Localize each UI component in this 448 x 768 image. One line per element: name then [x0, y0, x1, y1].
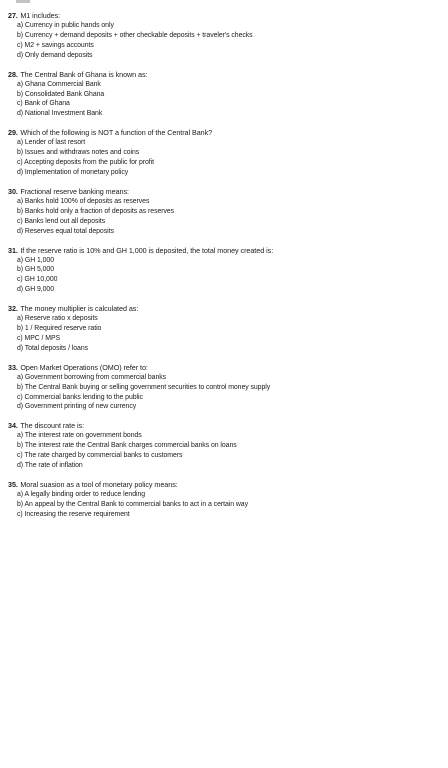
question-prompt: The money multiplier is calculated as:: [20, 304, 139, 314]
option-a: a) Currency in public hands only: [17, 22, 114, 29]
cropped-text-fragment: [16, 0, 30, 3]
question-number: 27.: [8, 11, 18, 20]
question-prompt: The Central Bank of Ghana is known as:: [20, 69, 148, 79]
option-c: c) Accepting deposits from the public for profit: [17, 159, 155, 167]
question-number: 33.: [8, 362, 18, 372]
option-a: a) Ghana Commercial Bank: [17, 80, 101, 88]
option-d: d) Implementation of monetary policy: [17, 168, 129, 176]
question-text: [8, 70, 446, 80]
question-prompt: Fractional reserve banking means:: [20, 186, 129, 196]
question-prompt: M1 includes:: [20, 11, 61, 20]
option-b: b) 1 / Required reserve ratio: [17, 325, 102, 333]
option-b: b) Issues and withdraws notes and coins: [17, 149, 140, 157]
question-text: [8, 480, 446, 490]
option-a: a) Banks hold 100% of deposits as reserves: [17, 197, 150, 205]
option-a: a) A legally binding order to reduce lending: [17, 491, 146, 498]
option-b: b) Consolidated Bank Ghana: [17, 90, 105, 98]
option-list: [8, 373, 446, 413]
option-list: [8, 256, 446, 296]
question-27: [8, 11, 446, 61]
question-number: 34.: [8, 421, 18, 431]
option-c: c) Increasing the reserve requirement: [17, 510, 130, 518]
question-number: 29.: [8, 128, 18, 138]
question-prompt: Open Market Operations (OMO) refer to:: [20, 362, 148, 372]
question-text: [8, 187, 446, 197]
question-list: [8, 11, 446, 529]
question-number: 35.: [8, 480, 18, 489]
question-number: 28.: [8, 69, 18, 79]
question-text: [8, 304, 446, 314]
option-b: b) An appeal by the Central Bank to commercial banks to act in a certain way: [17, 500, 248, 508]
option-d: d) Only demand deposits: [17, 51, 93, 59]
question-33: [8, 363, 446, 413]
option-a: a) Reserve ratio x deposits: [17, 315, 98, 323]
option-list: [8, 138, 446, 178]
option-d: d) National Investment Bank: [17, 110, 103, 118]
option-list: [8, 21, 446, 61]
question-prompt: If the reserve ratio is 10% and GH 1,000 is deposited, the total money created is:: [20, 245, 274, 255]
option-d: d) Reserves equal total deposits: [17, 227, 114, 235]
option-d: d) Government printing of new currency: [17, 403, 137, 411]
option-d: d) Total deposits / loans: [17, 344, 89, 352]
question-prompt: The discount rate is:: [20, 421, 85, 431]
option-list: [8, 314, 446, 354]
option-b: b) Banks hold only a fraction of deposits as reserves: [17, 207, 175, 215]
option-c: c) The rate charged by commercial banks to customers: [17, 452, 183, 460]
question-number: 31.: [8, 245, 18, 255]
option-c: c) Commercial banks lending to the public: [17, 393, 143, 401]
option-list: [8, 197, 446, 237]
option-c: c) Bank of Ghana: [17, 100, 70, 108]
question-prompt: Which of the following is NOT a function of the Central Bank?: [20, 128, 213, 138]
question-text: [8, 421, 446, 431]
question-number: 30.: [8, 186, 18, 196]
option-b: b) Currency + demand deposits + other checkable deposits + traveler's checks: [17, 31, 253, 39]
option-d: d) The rate of inflation: [17, 462, 83, 470]
option-list: [8, 431, 446, 471]
option-d: d) GH 9,000: [17, 286, 54, 294]
question-31: [8, 246, 446, 296]
question-text: [8, 363, 446, 373]
option-c: c) Banks lend out all deposits: [17, 217, 106, 225]
question-number: 32.: [8, 304, 18, 314]
option-c: c) MPC / MPS: [17, 334, 61, 342]
question-text: [8, 128, 446, 138]
option-c: c) GH 10,000: [17, 276, 58, 284]
option-a: a) The interest rate on government bonds: [17, 432, 142, 440]
option-a: a) Lender of last resort: [17, 139, 86, 147]
option-list: [8, 490, 446, 520]
question-35: [8, 480, 446, 520]
option-a: a) GH 1,000: [17, 256, 54, 264]
option-c: c) M2 + savings accounts: [17, 41, 94, 49]
question-text: [8, 246, 446, 256]
question-29: [8, 128, 446, 178]
question-34: [8, 421, 446, 471]
question-text: [8, 11, 446, 21]
question-28: [8, 70, 446, 120]
option-b: b) GH 5,000: [17, 266, 54, 274]
question-prompt: Moral suasion as a tool of monetary policy means:: [20, 480, 178, 489]
option-a: a) Government borrowing from commercial banks: [17, 373, 167, 381]
option-b: b) The interest rate the Central Bank charges commercial banks on loans: [17, 442, 237, 450]
question-30: [8, 187, 446, 237]
option-list: [8, 80, 446, 120]
question-32: [8, 304, 446, 354]
option-b: b) The Central Bank buying or selling government securities to control money supply: [17, 383, 271, 391]
